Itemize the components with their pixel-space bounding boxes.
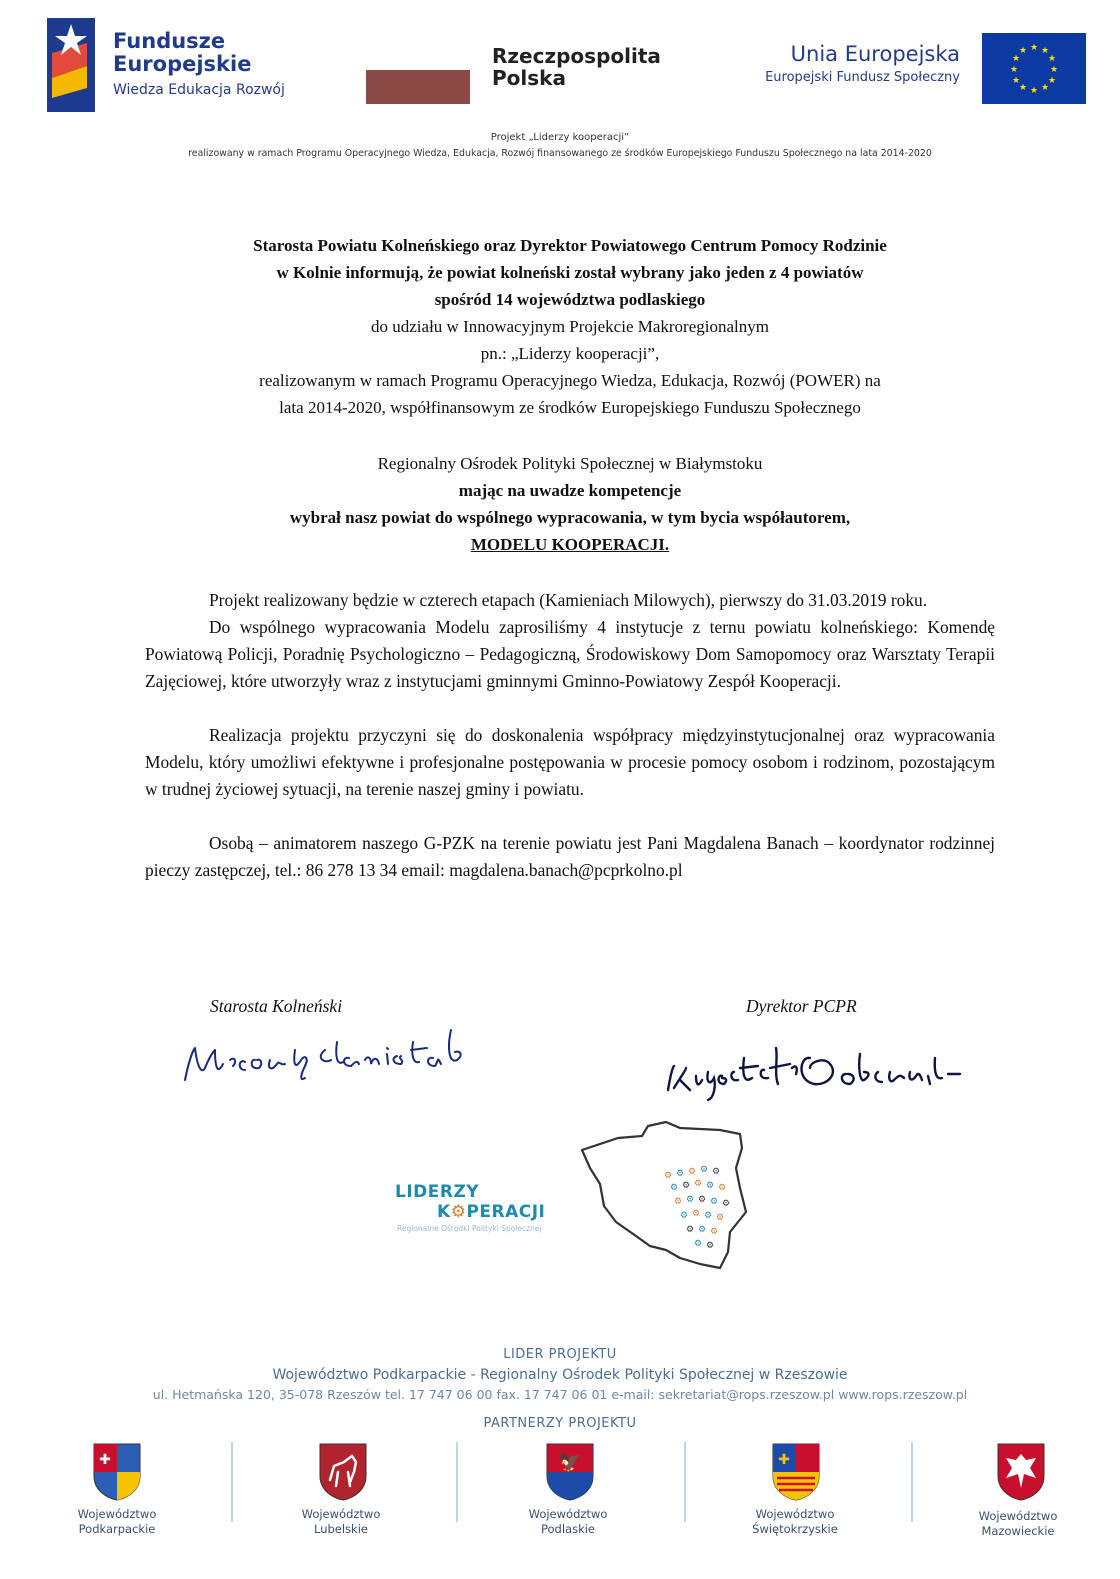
svg-text:★: ★ xyxy=(1009,65,1019,75)
svg-text:★: ★ xyxy=(1011,76,1021,86)
svg-text:★: ★ xyxy=(1018,83,1028,93)
unia-europejska-text xyxy=(690,42,960,85)
svg-text:✚: ✚ xyxy=(778,1452,790,1468)
intro-bold-line-2: w Kolnie informują, że powiat kolneński został wybrany jako jeden z 4 powiatów xyxy=(276,263,864,282)
svg-text:★: ★ xyxy=(1029,43,1039,53)
signature-label-starosta: Starosta Kolneński xyxy=(210,996,343,1016)
project-funding-line: realizowany w ramach Programu Operacyjnego Wiedza, Edukacja, Rozwój finansowanego ze środków Europejskiego Funduszu Społecznego na lata 2014-2020 xyxy=(188,148,932,159)
svg-text:⚙: ⚙ xyxy=(669,1183,679,1193)
crest-lubelskie-icon xyxy=(318,1442,368,1502)
partner-caption-line1: Województwo xyxy=(301,1507,381,1521)
body-paragraphs xyxy=(145,587,995,884)
paragraph-1: Projekt realizowany będzie w czterech etapach (Kamieniach Milowych), pierwszy do 31.03.2019 roku. xyxy=(209,590,928,610)
svg-text:★: ★ xyxy=(1047,54,1057,64)
lider-logo-peracji: PERACJI xyxy=(466,1202,546,1222)
lider-logo-line1: LIDERZY xyxy=(395,1182,480,1202)
fe-subtitle: Wiedza Edukacja Rozwój xyxy=(113,82,285,98)
svg-text:⚙: ⚙ xyxy=(703,1211,713,1221)
partner-caption-line1: Województwo xyxy=(77,1507,157,1521)
svg-text:★: ★ xyxy=(1018,46,1028,56)
fundusze-europejskie-text xyxy=(113,30,285,98)
poland-map-icon xyxy=(580,1118,750,1278)
rops-line-2: mając na uwadze kompetencje xyxy=(458,481,682,500)
partner-divider xyxy=(231,1442,233,1522)
rops-line-4: MODELU KOOPERACJI. xyxy=(470,535,670,554)
svg-text:⚙: ⚙ xyxy=(709,1197,719,1207)
partner-caption-line1: Województwo xyxy=(528,1507,608,1521)
intro-bold-line-3: spośród 14 województwa podlaskiego xyxy=(434,290,706,309)
partner-caption-line1: Województwo xyxy=(978,1509,1058,1523)
svg-text:⚙: ⚙ xyxy=(705,1181,715,1191)
svg-text:★: ★ xyxy=(1049,65,1059,75)
rzeczpospolita-polska-text xyxy=(492,45,661,89)
svg-text:⚙: ⚙ xyxy=(721,1199,731,1209)
gear-icon: ⚙ xyxy=(450,1202,467,1222)
liderzy-kooperacji-logo xyxy=(395,1182,545,1233)
footer-lider-title: LIDER PROJEKTU xyxy=(503,1347,617,1362)
svg-text:★: ★ xyxy=(1011,54,1021,64)
handwritten-signature-starosta xyxy=(175,1020,535,1090)
svg-text:⚙: ⚙ xyxy=(673,1197,683,1207)
partner-caption-swietokrzyskie xyxy=(735,1507,855,1537)
partner-caption-lubelskie xyxy=(281,1507,401,1537)
crest-swietokrzyskie-icon xyxy=(771,1442,821,1502)
svg-text:★: ★ xyxy=(1040,46,1050,56)
svg-text:⚙: ⚙ xyxy=(709,1227,719,1237)
partner-divider xyxy=(684,1442,686,1522)
rops-line-1: Regionalny Ośrodek Polityki Społecznej w Białymstoku xyxy=(377,454,763,473)
ue-name: Unia Europejska xyxy=(790,42,960,66)
svg-text:★: ★ xyxy=(1047,76,1057,86)
svg-text:⚙: ⚙ xyxy=(681,1181,691,1191)
signature-label-dyrektor: Dyrektor PCPR xyxy=(746,996,857,1016)
rops-block xyxy=(140,450,1000,558)
svg-text:⚙: ⚙ xyxy=(693,1179,703,1189)
svg-text:⚙: ⚙ xyxy=(705,1241,715,1251)
paragraph-3: Realizacja projektu przyczyni się do doskonalenia współpracy międzyinstytucjonalnej oraz wypracowania Modelu, który umożliwi efektywne i profesjonalne postępowania w procesie pomocy osobom i rodzinom, pozostającym w trudnej życiowej sytuacji, na terenie naszej gminy i powiatu. xyxy=(145,725,995,799)
rp-line2: Polska xyxy=(492,66,566,90)
svg-text:★: ★ xyxy=(1040,83,1050,93)
svg-text:⚙: ⚙ xyxy=(691,1209,701,1219)
svg-text:⚙: ⚙ xyxy=(685,1225,695,1235)
svg-text:⚙: ⚙ xyxy=(675,1169,685,1179)
eu-flag-icon xyxy=(982,33,1086,104)
crest-podkarpackie-icon xyxy=(92,1442,142,1502)
partner-caption-podlaskie xyxy=(508,1507,628,1537)
footer-partners-title: PARTNERZY PROJEKTU xyxy=(483,1416,637,1431)
svg-text:⚙: ⚙ xyxy=(697,1195,707,1205)
svg-text:🦅: 🦅 xyxy=(558,1452,582,1473)
paragraph-4: Osobą – animatorem naszego G-PZK na terenie powiatu jest Pani Magdalena Banach – koordynator rodzinnej pieczy zastępczej, tel.: 86 278 13 34 email: magdalena.banach@pcprkolno.pl xyxy=(145,833,995,880)
ue-subtitle: Europejski Fundusz Społeczny xyxy=(765,70,960,85)
crest-podlaskie-icon xyxy=(545,1442,595,1502)
handwritten-signature-dyrektor xyxy=(660,1028,1060,1118)
intro-line-6: realizowanym w ramach Programu Operacyjnego Wiedza, Edukacja, Rozwój (POWER) na xyxy=(259,371,881,390)
partner-caption-line1: Województwo xyxy=(755,1507,835,1521)
paragraph-2: Do wspólnego wypracowania Modelu zaprosiliśmy 4 instytucje z ternu powiatu kolneńskiego: Komendę Powiatową Policji, Poradnię Psychologiczno – Pedagogiczną, Środowiskowy Dom Samopomocy oraz Warsztaty Terapii Zajęciowej, które utworzyły wraz z instytucjami gminnymi Gminno-Powiatowy Zespół Kooperacji. xyxy=(145,617,995,691)
intro-block xyxy=(140,232,1000,421)
partner-divider xyxy=(911,1442,913,1522)
svg-text:⚙: ⚙ xyxy=(679,1211,689,1221)
svg-text:⚙: ⚙ xyxy=(693,1239,703,1249)
project-title-line: Projekt „Liderzy kooperacji” xyxy=(490,132,630,143)
rp-line1: Rzeczpospolita xyxy=(492,44,661,68)
svg-text:⚙: ⚙ xyxy=(663,1171,673,1181)
lider-logo-k: K xyxy=(437,1202,451,1222)
footer-contact: ul. Hetmańska 120, 35-078 Rzeszów tel. 17 747 06 00 fax. 17 747 06 01 e-mail: sekretariat@rops.rzeszow.pl www.rops.rzeszow.pl xyxy=(152,1387,968,1402)
partner-caption-podkarpackie xyxy=(57,1507,177,1537)
fe-name-line1: Fundusze xyxy=(113,29,226,53)
svg-text:⚙: ⚙ xyxy=(697,1225,707,1235)
polish-flag-icon xyxy=(366,36,470,104)
svg-text:⚙: ⚙ xyxy=(711,1167,721,1177)
svg-text:★: ★ xyxy=(1029,86,1039,96)
lider-logo-subtitle: Regionalne Ośrodki Polityki Społecznej xyxy=(397,1224,542,1233)
fe-name-line2: Europejskie xyxy=(113,52,252,76)
intro-line-7: lata 2014-2020, współfinansowym ze środków Europejskiego Funduszu Społecznego xyxy=(279,398,861,417)
fundusze-europejskie-logo-icon xyxy=(47,18,95,112)
svg-text:⚙: ⚙ xyxy=(717,1183,727,1193)
svg-text:⚙: ⚙ xyxy=(687,1167,697,1177)
svg-text:⚙: ⚙ xyxy=(715,1213,725,1223)
rops-line-3: wybrał nasz powiat do wspólnego wypracowania, w tym bycia współautorem, xyxy=(289,508,851,527)
partner-caption-line2: Podkarpackie xyxy=(78,1522,156,1536)
crest-mazowieckie-icon xyxy=(996,1442,1046,1502)
partner-caption-line2: Podlaskie xyxy=(540,1522,596,1536)
svg-text:✚: ✚ xyxy=(99,1452,111,1468)
intro-bold-line-1: Starosta Powiatu Kolneńskiego oraz Dyrektor Powiatowego Centrum Pomocy Rodzinie xyxy=(253,236,887,255)
svg-text:⚙: ⚙ xyxy=(699,1165,709,1175)
footer-lider-name: Województwo Podkarpackie - Regionalny Ośrodek Polityki Społecznej w Rzeszowie xyxy=(272,1367,848,1383)
partner-divider xyxy=(456,1442,458,1522)
intro-line-5: pn.: „Liderzy kooperacji”, xyxy=(480,344,660,363)
partner-caption-line2: Świętokrzyskie xyxy=(752,1522,838,1536)
intro-line-4: do udziału w Innowacyjnym Projekcie Makroregionalnym xyxy=(371,317,769,336)
svg-text:⚙: ⚙ xyxy=(685,1195,695,1205)
partner-caption-line2: Mazowieckie xyxy=(981,1524,1055,1538)
partner-caption-mazowieckie xyxy=(958,1509,1078,1539)
lider-logo-line2 xyxy=(437,1202,545,1222)
partner-caption-line2: Lubelskie xyxy=(314,1522,368,1536)
